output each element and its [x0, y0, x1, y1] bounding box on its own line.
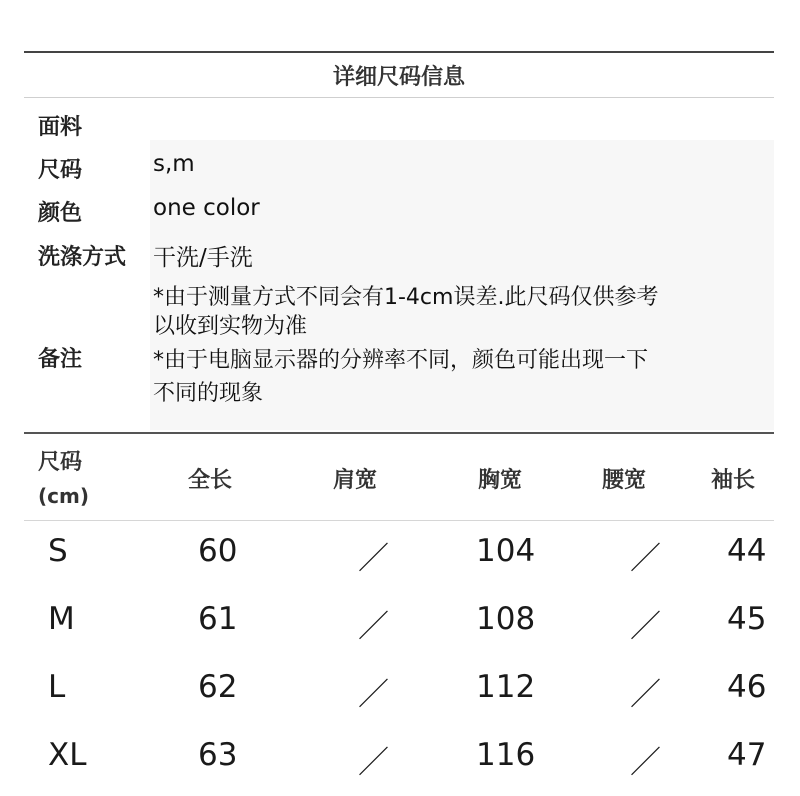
row-m-length: 61: [198, 601, 238, 637]
header-divider: [24, 520, 774, 521]
notes-line-1: *由于测量方式不同会有1-4cm误差.此尺码仅供参考: [153, 285, 659, 310]
row-m-shoulder: ／: [358, 609, 389, 645]
section-divider: [24, 432, 774, 434]
row-s-length: 60: [198, 533, 238, 569]
row-s-chest: 104: [476, 533, 536, 569]
header-size: 尺码: [38, 450, 83, 475]
row-s-size: S: [48, 533, 68, 569]
row-xl-shoulder: ／: [358, 745, 389, 781]
header-shoulder: 肩宽: [333, 468, 378, 493]
notes-label: 备注: [38, 347, 83, 372]
row-xl-length: 63: [198, 737, 238, 773]
header-size-unit: (cm): [38, 484, 89, 508]
color-value: one color: [153, 195, 260, 221]
page-title: 详细尺码信息: [332, 65, 465, 90]
row-m-chest: 108: [476, 601, 536, 637]
color-label: 颜色: [38, 201, 83, 226]
top-divider: [24, 51, 774, 53]
row-l-sleeve: 46: [727, 669, 767, 705]
row-xl-waist: ／: [630, 745, 661, 781]
row-xl-chest: 116: [476, 737, 536, 773]
notes-line-4: 不同的现象: [153, 381, 264, 406]
fabric-label: 面料: [38, 115, 83, 140]
row-s-waist: ／: [630, 541, 661, 577]
size-label: 尺码: [38, 158, 83, 183]
notes-line-3: *由于电脑显示器的分辨率不同，颜色可能出现一下: [153, 348, 649, 373]
row-l-shoulder: ／: [358, 677, 389, 713]
wash-value: 干洗/手洗: [153, 245, 253, 271]
row-l-waist: ／: [630, 677, 661, 713]
title-divider: [24, 97, 774, 98]
row-m-size: M: [48, 601, 75, 637]
row-l-length: 62: [198, 669, 238, 705]
row-s-sleeve: 44: [727, 533, 767, 569]
row-s-shoulder: ／: [358, 541, 389, 577]
notes-line-2: 以收到实物为准: [153, 314, 308, 339]
row-m-sleeve: 45: [727, 601, 767, 637]
row-m-waist: ／: [630, 609, 661, 645]
size-value: s,m: [153, 151, 195, 177]
row-xl-size: XL: [48, 737, 87, 773]
wash-label: 洗涤方式: [38, 245, 127, 270]
header-length: 全长: [188, 468, 233, 493]
header-chest: 胸宽: [478, 468, 523, 493]
row-l-chest: 112: [476, 669, 536, 705]
row-xl-sleeve: 47: [727, 737, 767, 773]
header-sleeve: 袖长: [711, 468, 756, 493]
row-l-size: L: [48, 669, 66, 705]
header-waist: 腰宽: [602, 468, 647, 493]
